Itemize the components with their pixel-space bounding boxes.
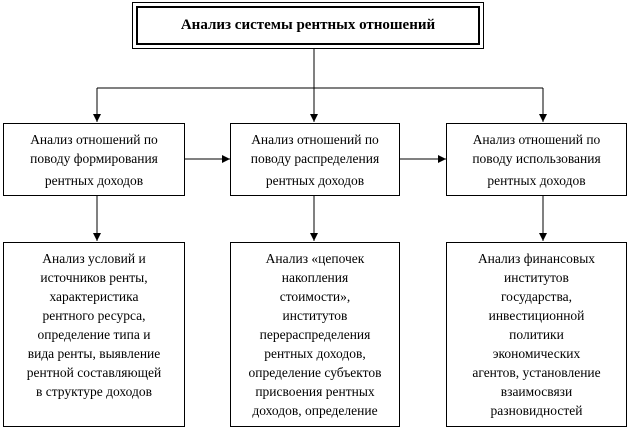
detail-1-line: источников ренты,: [40, 270, 148, 285]
detail-1-line: рентного ресурса,: [42, 308, 146, 323]
formation-line-3: рентных доходов: [44, 173, 144, 188]
detail-3-line: политики: [509, 327, 564, 342]
distribution-line-3: рентных доходов: [265, 173, 365, 188]
usage-line-3: рентных доходов: [487, 173, 586, 188]
detail-3-line: институтов: [504, 270, 569, 285]
usage-line-1: Анализ отношений по: [472, 132, 601, 147]
usage-line-2: поводу использования: [472, 151, 601, 166]
detail-3-line: взаимосвязи: [500, 384, 573, 399]
detail-box-2: [230, 242, 400, 427]
formation-line-1: Анализ отношений по: [30, 132, 158, 147]
detail-3-line: экономических: [492, 346, 581, 361]
detail-2-line: институтов: [282, 308, 348, 323]
detail-1-line: в структуре доходов: [36, 384, 152, 399]
detail-3-line: государства,: [500, 289, 573, 304]
detail-1-line: рентной составляющей: [26, 365, 162, 380]
title-box: [132, 2, 484, 49]
detail-3-line: разновидностей: [490, 403, 583, 418]
distribution-box: [230, 123, 400, 196]
detail-1-line: определение типа и: [37, 327, 151, 342]
detail-1-line: Анализ условий и: [42, 251, 146, 266]
detail-2-line: Анализ «цепочек: [265, 251, 365, 266]
detail-1-line: характеристика: [49, 289, 139, 304]
detail-2-line: доходов, определение: [252, 403, 378, 418]
detail-2-line: определение субъектов: [248, 365, 382, 380]
detail-3-line: инвестиционной: [488, 308, 585, 323]
detail-1-line: вида ренты, выявление: [27, 346, 161, 361]
distribution-line-1: Анализ отношений по: [251, 132, 379, 147]
detail-box-1: [3, 242, 185, 427]
formation-line-2: поводу формирования: [30, 151, 158, 166]
detail-2-line: присвоения рентных: [255, 384, 375, 399]
detail-3-line: агентов, установление: [472, 365, 601, 380]
formation-box: [3, 123, 185, 196]
detail-3-line: Анализ финансовых: [477, 251, 596, 266]
distribution-line-2: поводу распределения: [250, 151, 380, 166]
detail-2-line: перераспределения: [259, 327, 371, 342]
detail-2-line: рентных доходов,: [264, 346, 366, 361]
detail-2-line: стоимости»,: [279, 289, 351, 304]
detail-2-line: накопления: [281, 270, 349, 285]
detail-box-3: [446, 242, 627, 427]
title-text: Анализ системы рентных отношений: [136, 6, 480, 45]
usage-box: [446, 123, 627, 196]
